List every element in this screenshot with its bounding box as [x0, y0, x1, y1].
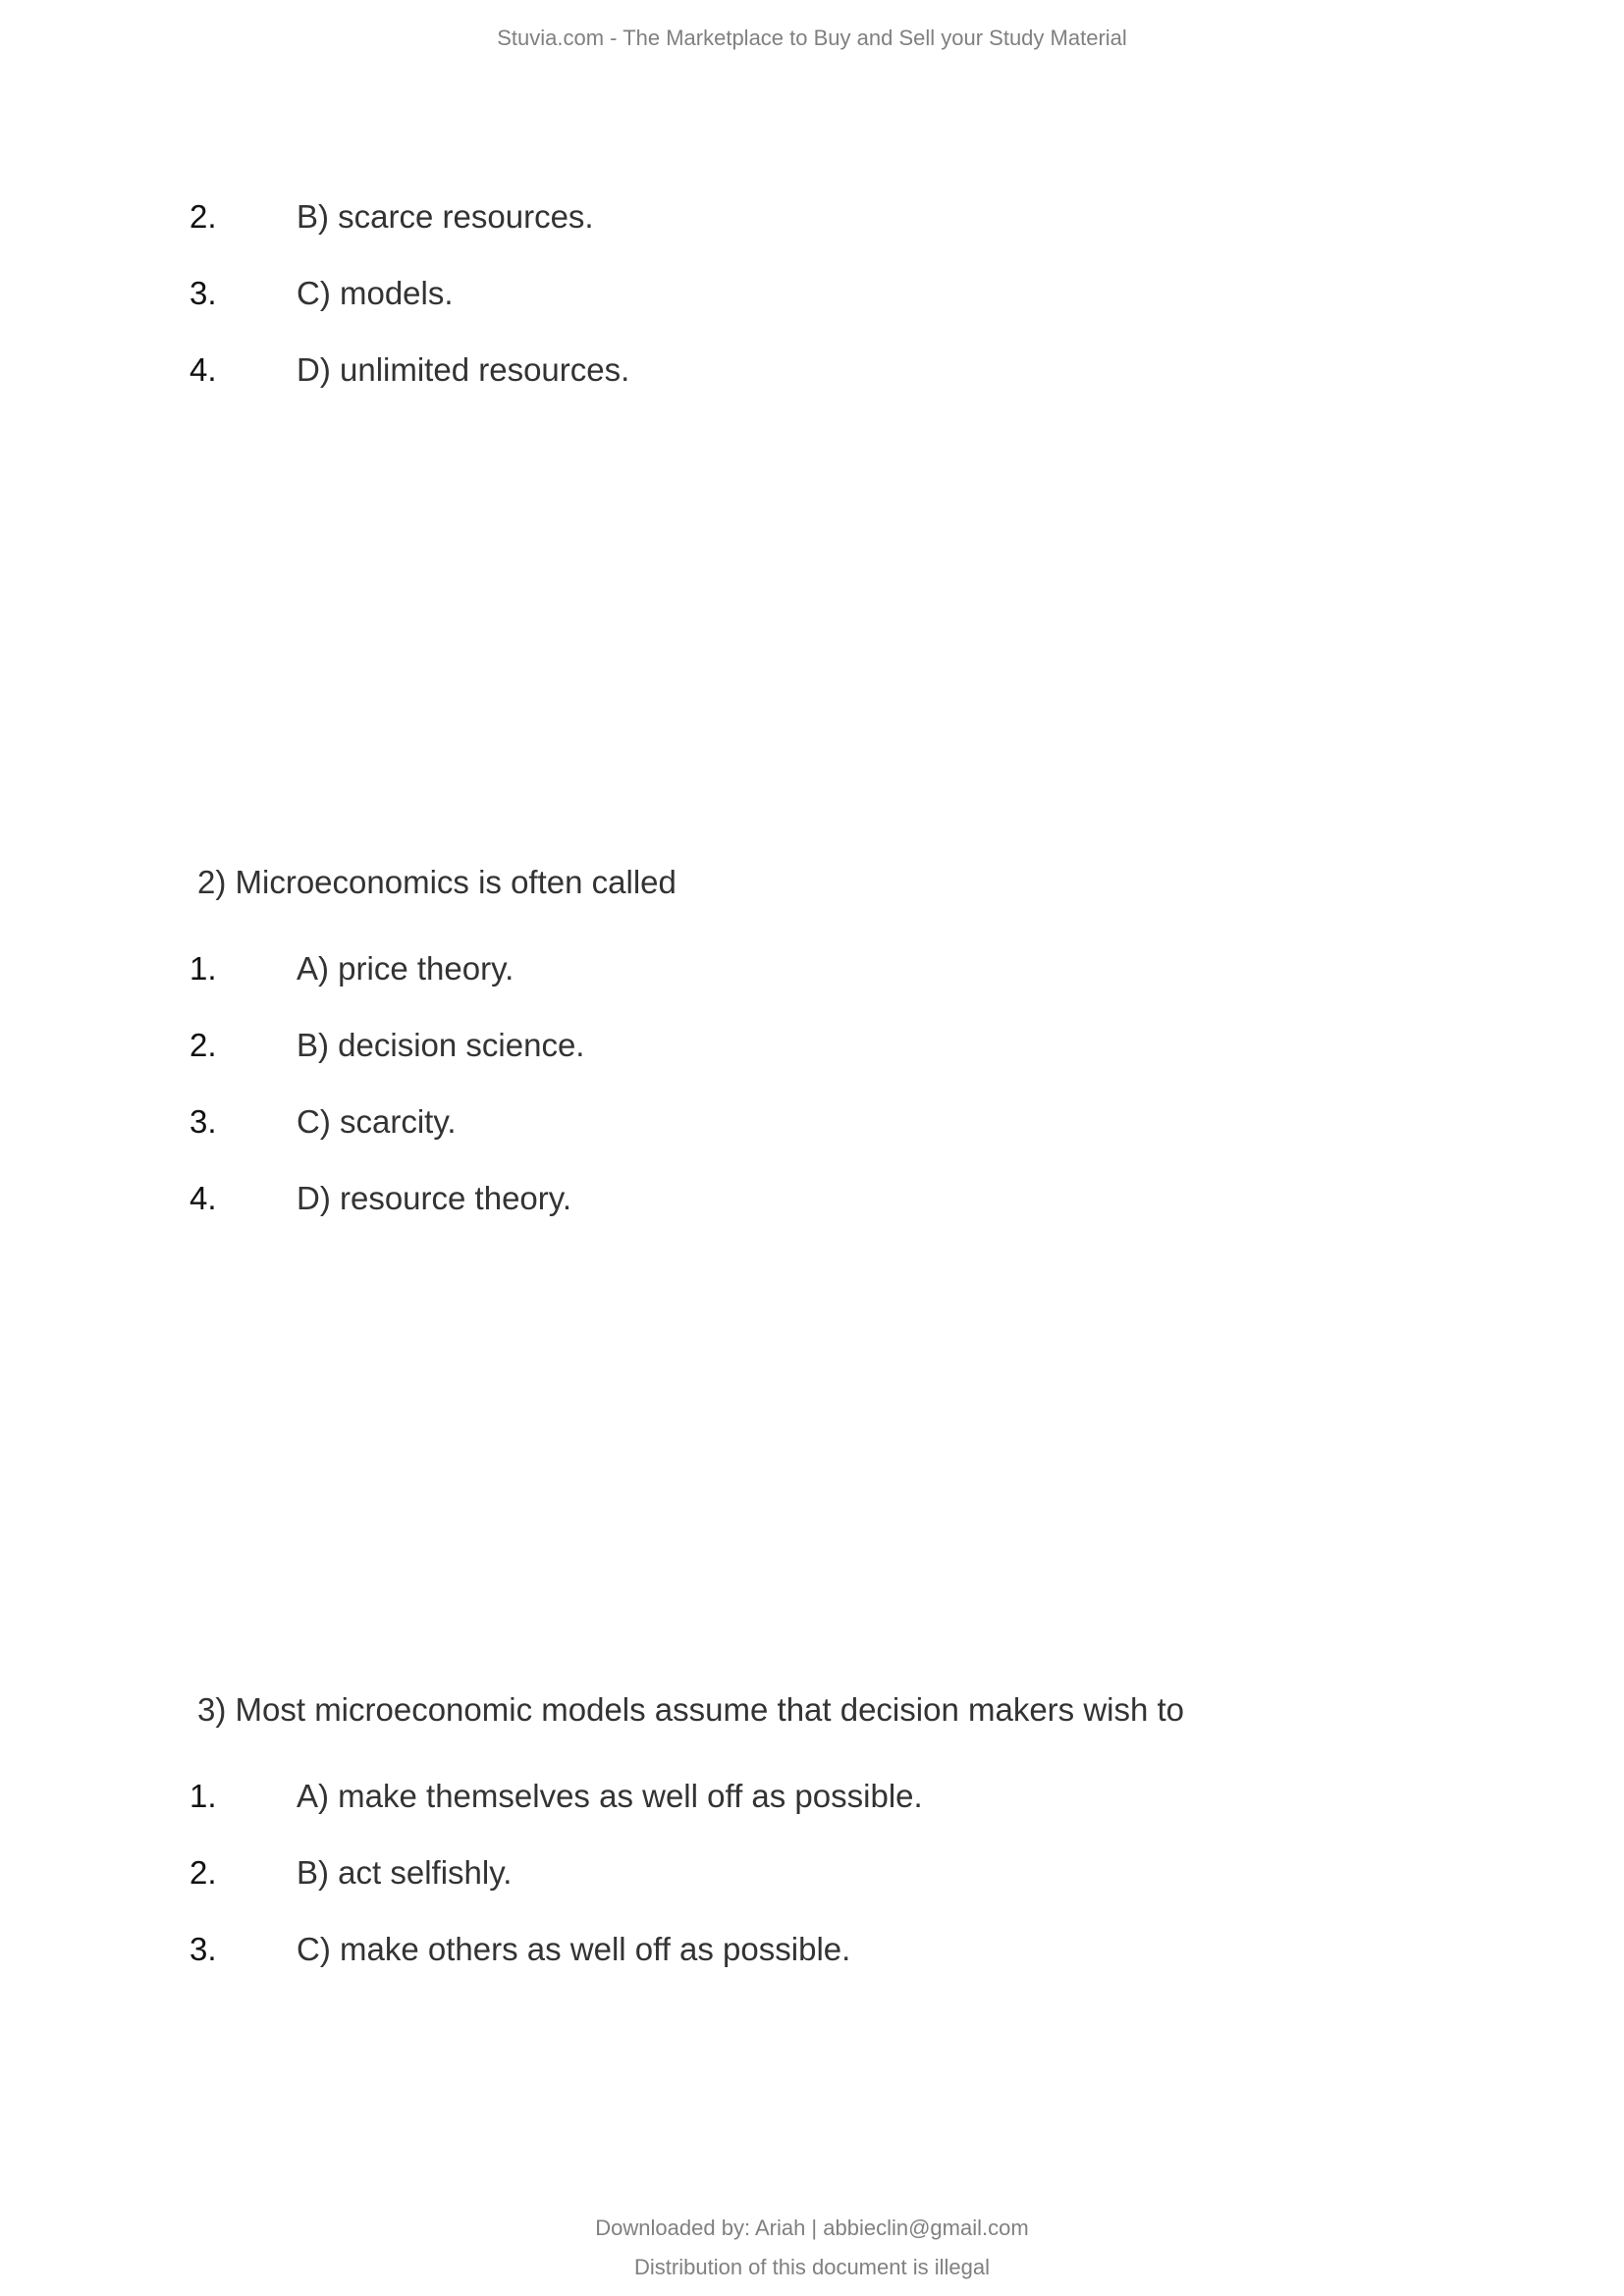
- option-label: D) resource theory.: [297, 1180, 571, 1216]
- question-3-prompt: 3) Most microeconomic models assume that decision makers wish to: [197, 1691, 1185, 1728]
- option-number: 3.: [189, 1103, 217, 1140]
- option-number: 2.: [189, 1027, 217, 1063]
- option-label: A) price theory.: [297, 950, 514, 987]
- option-label: A) make themselves as well off as possible.: [297, 1778, 923, 1814]
- question-2-prompt: 2) Microeconomics is often called: [197, 864, 677, 900]
- option-number: 1.: [189, 1778, 217, 1814]
- option-label: B) scarce resources.: [297, 198, 594, 235]
- option-label: B) decision science.: [297, 1027, 585, 1063]
- page-header: Stuvia.com - The Marketplace to Buy and Sell your Study Material: [497, 26, 1127, 50]
- option-number: 2.: [189, 1854, 217, 1891]
- option-number: 1.: [189, 950, 217, 987]
- option-label: C) scarcity.: [297, 1103, 457, 1140]
- option-number: 4.: [189, 351, 217, 388]
- option-label: C) models.: [297, 275, 454, 311]
- option-number: 2.: [189, 198, 217, 235]
- option-label: C) make others as well off as possible.: [297, 1931, 851, 1967]
- option-number: 3.: [189, 275, 217, 311]
- option-number: 4.: [189, 1180, 217, 1216]
- option-number: 3.: [189, 1931, 217, 1967]
- option-label: B) act selfishly.: [297, 1854, 513, 1891]
- footer-downloaded-by: Downloaded by: Ariah | abbieclin@gmail.com: [595, 2216, 1029, 2240]
- option-label: D) unlimited resources.: [297, 351, 630, 388]
- footer-notice: Distribution of this document is illegal: [634, 2255, 990, 2279]
